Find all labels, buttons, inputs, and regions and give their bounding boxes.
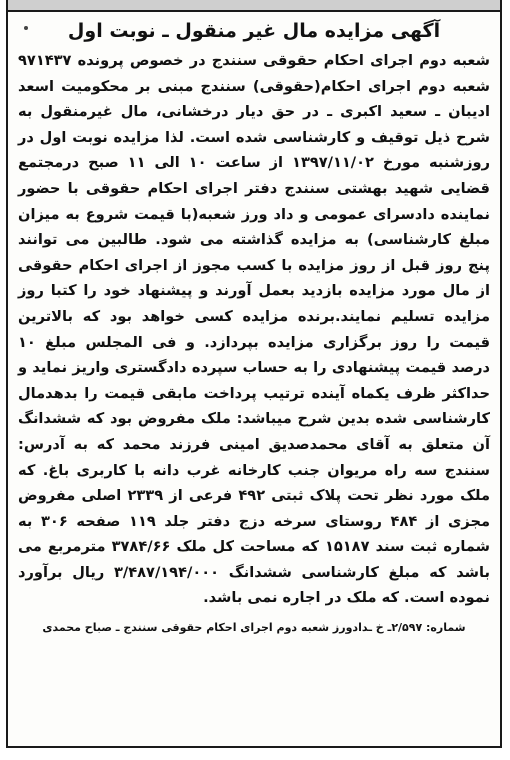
notice-footer: شماره: ۲/۵۹۷ـ خ ـدادورز شعبه دوم اجرای احکام حقوقی سنندج ـ صباح محمدی: [42, 621, 466, 635]
auction-notice-box: [6, 10, 502, 748]
notice-body: شعبه دوم اجرای احکام حقوقی سنندج در خصوص پرونده ۹۷۱۴۳۷ شعبه دوم اجرای احکام(حقوقی) سنندج مبنی بر محکومیت اسعد ادیبان ـ سعید اکبری ـ در حق دیار درخشانی، مال غیرمنقول به شرح ذیل توقیف و کارشناسی شده است. لذا مزایده نوبت اول در روزشنبه مورخ ۱۳۹۷/۱۱/۰۲ از ساعت ۱۰ الی ۱۱ صبح درمجتمع قضایی شهید بهشتی سنندج دفتر اجرای احکام حقوقی با حضور نماینده دادسرای عمومی و داد ورز شعبه(با قیمت شروع به میزان مبلغ کارشناسی) به مزایده گذاشته می شود. طالبین می توانند پنج روز قبل از روز مزایده با کسب مجوز از اجرای احکام حقوقی از مال مورد مزایده بازدید بعمل آورند و پیشنهاد خود را کتبا روز مزایده تسلیم نمایند.برنده مزایده کسی خواهد بود که بالاترین قیمت را روز برگزاری مزایده بپردازد. و فی المجلس مبلغ ۱۰ درصد قیمت پیشنهادی را به حساب سپرده دادگستری واریز نماید و حداکثر ظرف یکماه آینده ترتیب پرداخت مابقی قیمت را بدهدمال کارشناسی شده بدین شرح میباشد: ملک مفروض بود که ششدانگ آن متعلق به آقای محمدصدیق امینی فرزند محمد که به آدرس: سنندج سه راه مریوان جنب کارخانه غرب دانه با کاربری باغ. که ملک مورد نظر تحت پلاک ثبتی ۴۹۲ فرعی از ۲۳۳۹ اصلی مفروض مجزی از ۴۸۴ روستای سرخه دزج دفتر جلد ۱۱۹ صفحه ۳۰۶ به شماره ثبت سند ۱۵۱۸۷ که مساحت کل ملک ۳۷۸۴/۶۶ مترمربع می باشد که مبلغ کارشناسی ششدانگ ۳/۴۸۷/۱۹۴/۰۰۰ ریال برآورد نموده است. که ملک در اجاره نمی باشد.: [18, 52, 491, 607]
notice-title: آگهی مزایده مال غیر منقول ـ نوبت اول: [67, 20, 441, 42]
top-strip: [6, 0, 502, 10]
corner-dot-icon: [24, 26, 28, 30]
